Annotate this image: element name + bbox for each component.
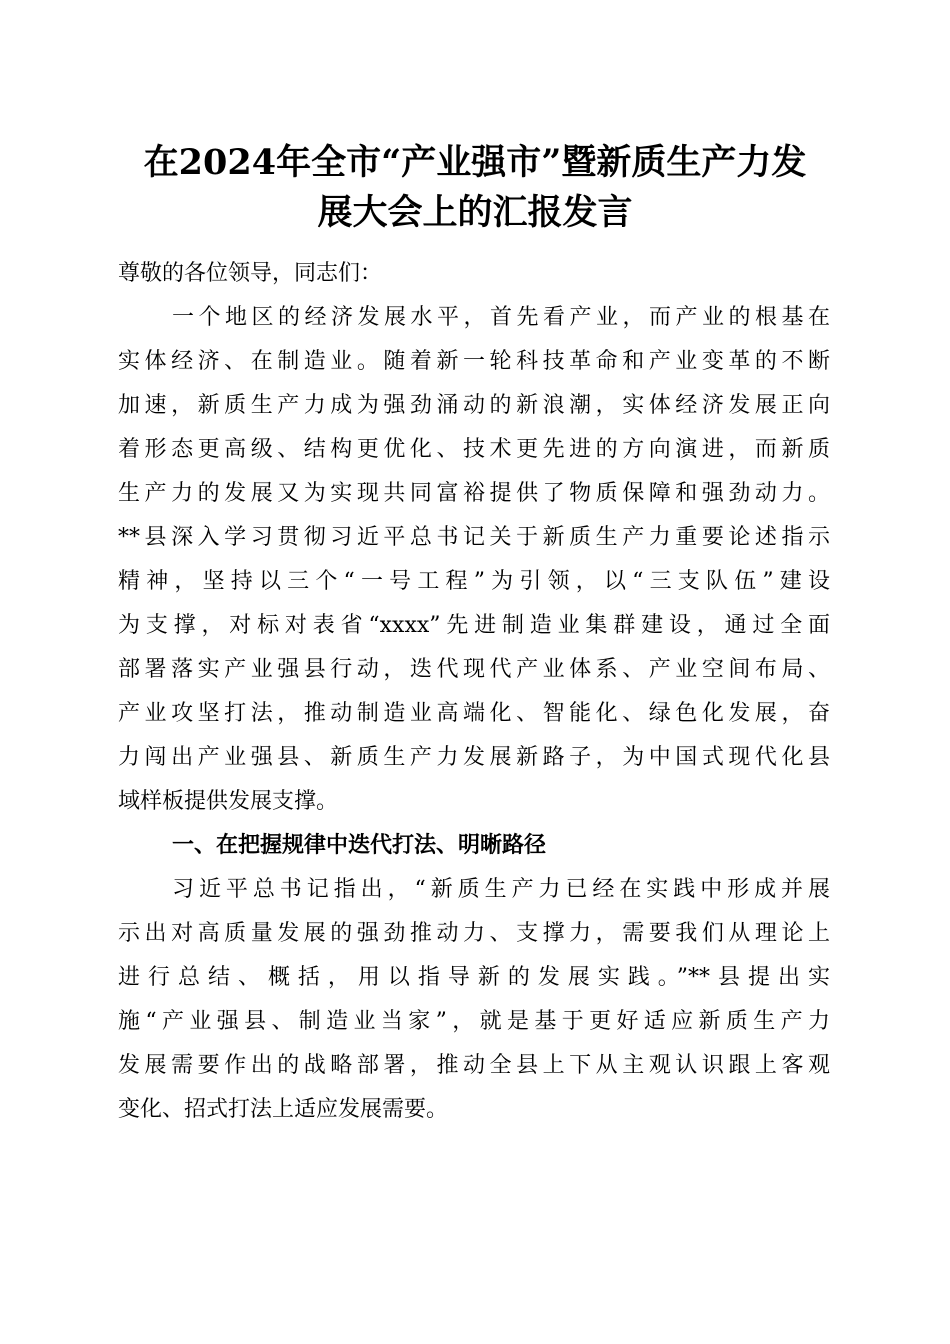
paragraph-1-line: 域样板提供发展支撑。 [118,789,339,814]
paragraph-1-line: **县深入学习贯彻习近平总书记关于新质生产力重要论述指示 [118,525,830,550]
paragraph-2-line: 示出对高质量发展的强劲推动力、支撑力，需要我们从理论上 [118,921,830,946]
title-line-1: 在2024年全市“产业强市”暨新质生产力发 [143,142,807,183]
paragraph-2-line: 进行总结、概括，用以指导新的发展实践。”**县提出实 [118,965,830,990]
paragraph-2-line: 施“产业强县、制造业当家”，就是基于更好适应新质生产力 [118,1009,830,1034]
paragraph-2-line: 发展需要作出的战略部署，推动全县上下从主观认识跟上客观 [118,1053,830,1078]
document-title [110,138,840,238]
document-body [118,252,830,1132]
paragraph-1-line: 生产力的发展又为实现共同富裕提供了物质保障和强劲动力。 [118,481,830,506]
paragraph-1-line: 实体经济、在制造业。随着新一轮科技革命和产业变革的不断 [118,349,830,374]
section-heading-1: 一、在把握规律中迭代打法、明晰路径 [172,833,547,858]
salutation: 尊敬的各位领导，同志们： [118,261,383,286]
paragraph-1-line: 一个地区的经济发展水平，首先看产业，而产业的根基在 [172,305,830,330]
paragraph-1-line: 产业攻坚打法，推动制造业高端化、智能化、绿色化发展，奋 [118,701,830,726]
paragraph-1-line: 部署落实产业强县行动，迭代现代产业体系、产业空间布局、 [118,657,830,682]
title-line-2: 展大会上的汇报发言 [317,192,633,233]
paragraph-2-line: 习近平总书记指出，“新质生产力已经在实践中形成并展 [172,877,830,902]
paragraph-1-line: 加速，新质生产力成为强劲涌动的新浪潮，实体经济发展正向 [118,393,830,418]
paragraph-2-line: 变化、招式打法上适应发展需要。 [118,1097,449,1122]
paragraph-1-line: 着形态更高级、结构更优化、技术更先进的方向演进，而新质 [118,437,830,462]
paragraph-1-line: 力闯出产业强县、新质生产力发展新路子，为中国式现代化县 [118,745,830,770]
paragraph-1-line: 精神，坚持以三个“一号工程”为引领，以“三支队伍”建设 [118,569,830,594]
paragraph-1-line: 为支撑，对标对表省“xxxx”先进制造业集群建设，通过全面 [118,613,830,638]
